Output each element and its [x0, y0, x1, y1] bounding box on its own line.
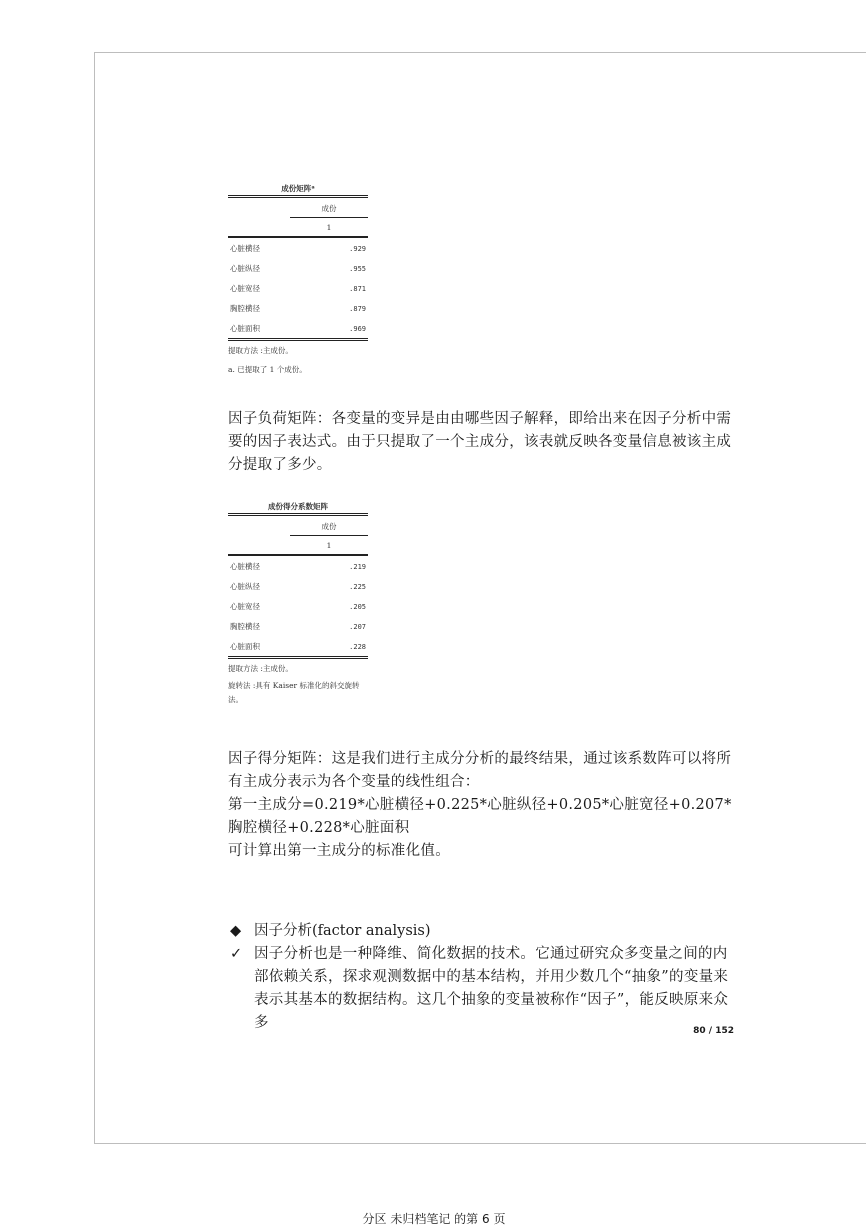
table-note: 提取方法 :主成份。	[228, 664, 293, 673]
table-row: 心脏面积 .969	[230, 324, 366, 333]
component-matrix-table	[228, 182, 368, 377]
table-note: a. 已提取了 1 个成份。	[228, 365, 307, 374]
table-row: 心脏横径 .219	[230, 562, 366, 571]
page-number: 80 / 152	[693, 1026, 734, 1036]
table-row: 心脏横径 .929	[230, 244, 366, 253]
table-row: 心脏纵径 .955	[230, 264, 366, 273]
table-header	[228, 516, 368, 536]
table-title: 成份矩阵ᵃ	[281, 184, 315, 193]
sub-header: 1	[326, 223, 332, 232]
table-row: 心脏面积 .228	[230, 642, 366, 651]
table-note: 提取方法 :主成份。	[228, 346, 293, 355]
paragraph-factor-loading: 因子负荷矩阵：各变量的变异是由由哪些因子解释，即给出来在因子分析中需要的因子表达式。由于只提取了一个主成分，该表就反映各变量信息被该主成分提取了多少。	[228, 411, 732, 473]
table-header	[228, 198, 368, 218]
table-row: 心脏宽径 .205	[230, 602, 366, 611]
list-item: ✓ 因子分析也是一种降维、简化数据的技术。它通过研究众多变量之间的内部依赖关系，探求观测数据中的基本结构，并用少数几个“抽象”的变量来表示其基本的数据结构。这几个抽象的变量被称作“因子”，能反映原来众多	[230, 943, 740, 1035]
table-row: 胸腔横径 .879	[230, 304, 366, 313]
bullet-list	[230, 920, 740, 1035]
checkmark-bullet-icon: ✓	[230, 946, 243, 962]
table-row: 心脏纵径 .225	[230, 582, 366, 591]
table-note: 旋转法 :具有 Kaiser 标准化的斜交旋转法。	[228, 681, 360, 704]
footer-text: 分区 未归档笔记 的第 6 页	[362, 1212, 506, 1226]
score-coefficient-table	[228, 500, 368, 707]
table-row: 胸腔横径 .207	[230, 622, 366, 631]
table-row: 心脏宽径 .871	[230, 284, 366, 293]
sub-header: 1	[326, 541, 332, 550]
group-header: 成份	[321, 204, 337, 213]
paragraph-factor-score: 因子得分矩阵：这是我们进行主成分分析的最终结果，通过该系数阵可以将所有主成分表示为各个变量的线性组合： 第一主成分=0.219*心脏横径+0.225*心脏纵径+0.205*心脏宽径+0.207*胸腔横径+0.228*心脏面积 可计算出第一主成分的标准化值。	[228, 751, 732, 859]
list-item: ◆ 因子分析(factor analysis)	[230, 920, 740, 943]
diamond-bullet-icon: ◆	[230, 923, 242, 939]
table-title: 成份得分系数矩阵	[268, 502, 328, 511]
group-header: 成份	[321, 522, 337, 531]
